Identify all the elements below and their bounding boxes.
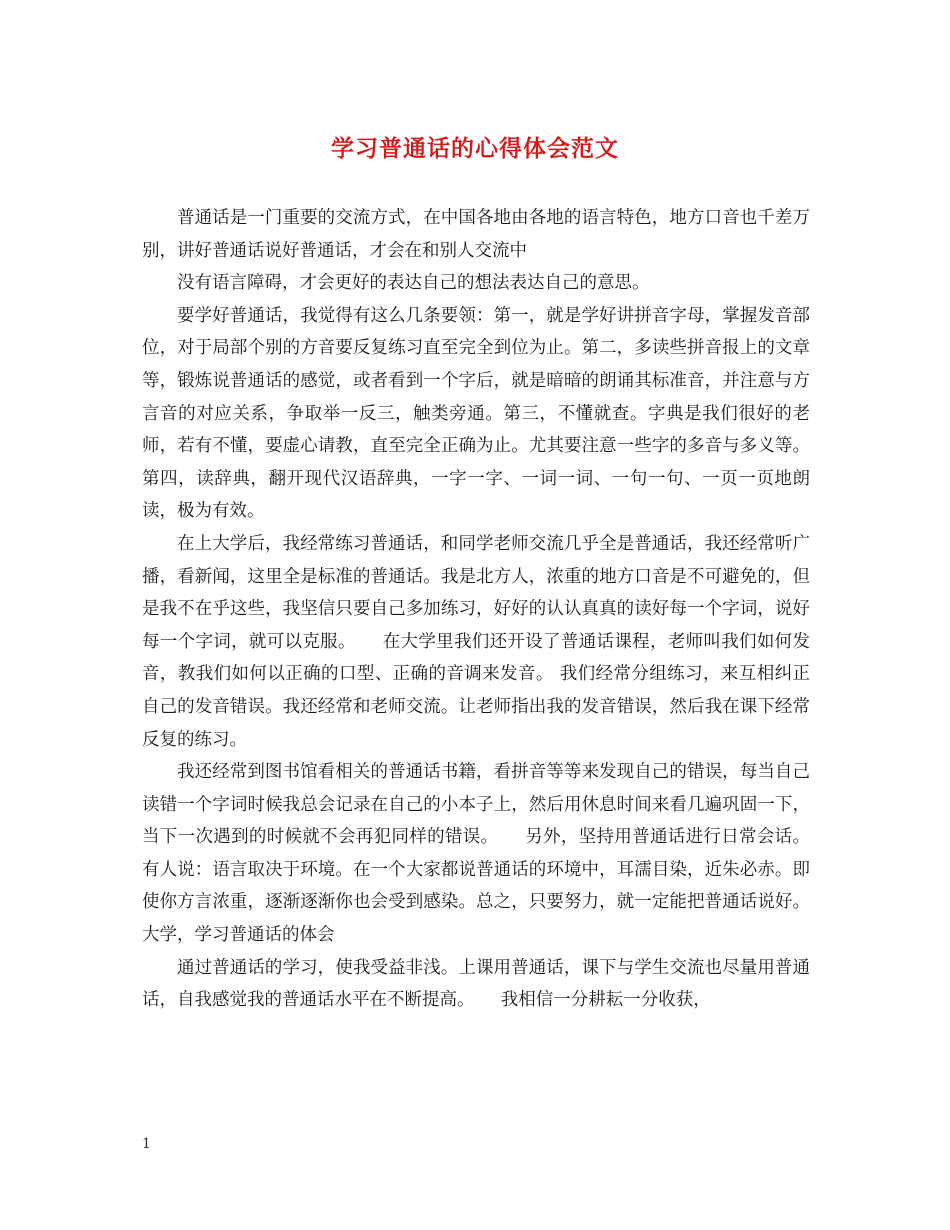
paragraph-5: 我还经常到图书馆看相关的普通话书籍，看拼音等等来发现自己的错误，每当自己读错一个字词时候我总会记录在自己的小本子上，然后用休息时间来看几遍巩固一下，当下一次遇到的时候就不会再犯同样的错误。 另外，坚持用普通话进行日常会话。有人说：语言取决于环境。在一个大家都说普通话的环境中，耳濡目染，近朱必赤。即使你方言浓重，逐渐逐渐你也会受到感染。总之，只要努力，就一定能把普通话说好。大学，学习普通话的体会 <box>142 762 810 946</box>
paragraph-3: 要学好普通话，我觉得有这么几条要领：第一，就是学好讲拼音字母，掌握发音部位，对于局部个别的方音要反复练习直至完全到位为止。第二，多读些拼音报上的文章等，锻炼说普通话的感觉，或者看到一个字后，就是暗暗的朗诵其标准音，并注意与方言音的对应关系，争取举一反三，触类旁通。第三，不懂就查。字典是我们很好的老师，若有不懂，要虚心请教，直至完全正确为止。尤其要注意一些字的多音与多义等。第四，读辞典，翻开现代汉语辞典，一字一字、一词一词、一句一句、一页一页地朗读，极为有效。 <box>142 305 810 522</box>
paragraph-4: 在上大学后，我经常练习普通话，和同学老师交流几乎全是普通话，我还经常听广播，看新闻，这里全是标准的普通话。我是北方人，浓重的地方口音是不可避免的，但是我不在乎这些，我坚信只要自己多加练习，好好的认认真真的读好每一个字词，说好每一个字词，就可以克服。 在大学里我们还开设了普通话课程，老师叫我们如何发音，教我们如何以正确的口型、正确的音调来发音。 我们经常分组练习，来互相纠正自己的发音错误。我还经常和老师交流。让老师指出我的发音错误，然后我在课下经常反复的练习。 <box>142 533 810 750</box>
paragraph-2: 没有语言障碍，才会更好的表达自己的想法表达自己的意思。 <box>177 273 650 294</box>
page-number: 1 <box>142 1136 151 1152</box>
document-title: 学习普通话的心得体会范文 <box>331 135 619 162</box>
paragraph-6: 通过普通话的学习，使我受益非浅。上课用普通话，课下与学生交流也尽量用普通话，自我感觉我的普通话水平在不断提高。 我相信一分耕耘一分收获， <box>142 957 810 1011</box>
document-body <box>142 202 810 1017</box>
paragraph-1: 普通话是一门重要的交流方式，在中国各地由各地的语言特色，地方口音也千差万别，讲好普通话说好普通话，才会在和别人交流中 <box>142 208 810 261</box>
